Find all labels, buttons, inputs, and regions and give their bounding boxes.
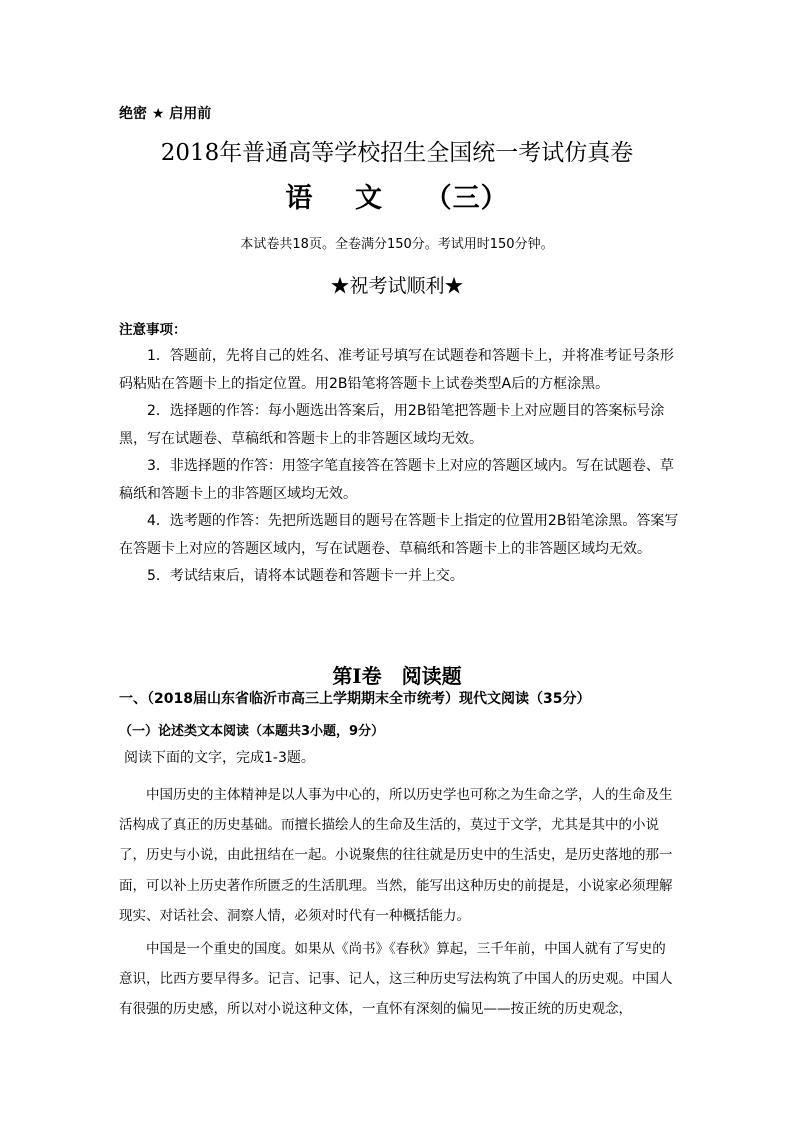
confidential-label: 绝密 ★ 启用前 bbox=[119, 106, 212, 122]
passage-paragraph: 中国历史的主体精神是以人事为中心的，所以历史学也可称之为生命之学，人的生命及生活构成了真正的历史基础。而擅长描绘人的生命及生活的，莫过于文学，尤其是其中的小说了，历史与小说，由此扭结在一起。小说聚焦的往往就是历史中的生活史，是历史落地的那一面，可以补上历史著作所匮乏的生活肌理。当然，能写出这种历史的前提是，小说家必须理解现实、对话社会、洞察人情，必须对时代有一种概括能力。 bbox=[119, 787, 673, 924]
good-luck-banner: ★祝考试顺利★ bbox=[330, 275, 464, 297]
reading-passage bbox=[119, 780, 679, 1028]
passage-paragraph: 中国是一个重史的国度。如果从《尚书》《春秋》算起，三千年前，中国人就有了写史的意识，比西方要早得多。记言、记事、记人，这三种历史写法构筑了中国人的历史观。中国人有很强的历史感，所以对小说这种文体，一直怀有深刻的偏见——按正统的历史观念， bbox=[119, 941, 673, 1018]
note-item: 4．选考题的作答：先把所选题目的题号在答题卡上指定的位置用2B铅笔涂黑。答案写在答题卡上对应的答题区域内，写在试题卷、草稿纸和答题卡上的非答题区域均无效。 bbox=[119, 513, 679, 557]
note-item: 2．选择题的作答：每小题选出答案后，用2B铅笔把答题卡上对应题目的答案标号涂黑，写在试题卷、草稿纸和答题卡上的非答题区域均无效。 bbox=[119, 403, 665, 447]
subsection-heading: （一）论述类文本阅读（本题共3小题，9分） bbox=[119, 724, 385, 739]
reading-instruction: 阅读下面的文字，完成1-3题。 bbox=[124, 750, 315, 766]
note-item: 5．考试结束后，请将本试题卷和答题卡一并上交。 bbox=[147, 568, 464, 584]
note-item: 3．非选择题的作答：用签字笔直接答在答题卡上对应的答题区域内。写在试题卷、草稿纸和答题卡上的非答题区域均无效。 bbox=[119, 458, 674, 502]
subject-title: 语 文 （三） bbox=[285, 183, 509, 214]
exam-info: 本试卷共18页。全卷满分150分。考试用时150分钟。 bbox=[240, 237, 554, 252]
section-heading: 一、（2018届山东省临沂市高三上学期期末全市统考）现代文阅读（35分） bbox=[119, 691, 591, 707]
part-title: 第Ⅰ卷 阅读题 bbox=[332, 664, 462, 688]
exam-title: 2018年普通高等学校招生全国统一考试仿真卷 bbox=[160, 140, 634, 166]
notes-list bbox=[119, 343, 679, 591]
note-item: 1．答题前，先将自己的姓名、准考证号填写在试题卷和答题卡上，并将准考证号条形码粘贴在答题卡上的指定位置。用2B铅笔将答题卡上试卷类型A后的方框涂黑。 bbox=[119, 348, 674, 392]
notes-heading: 注意事项： bbox=[119, 322, 187, 338]
